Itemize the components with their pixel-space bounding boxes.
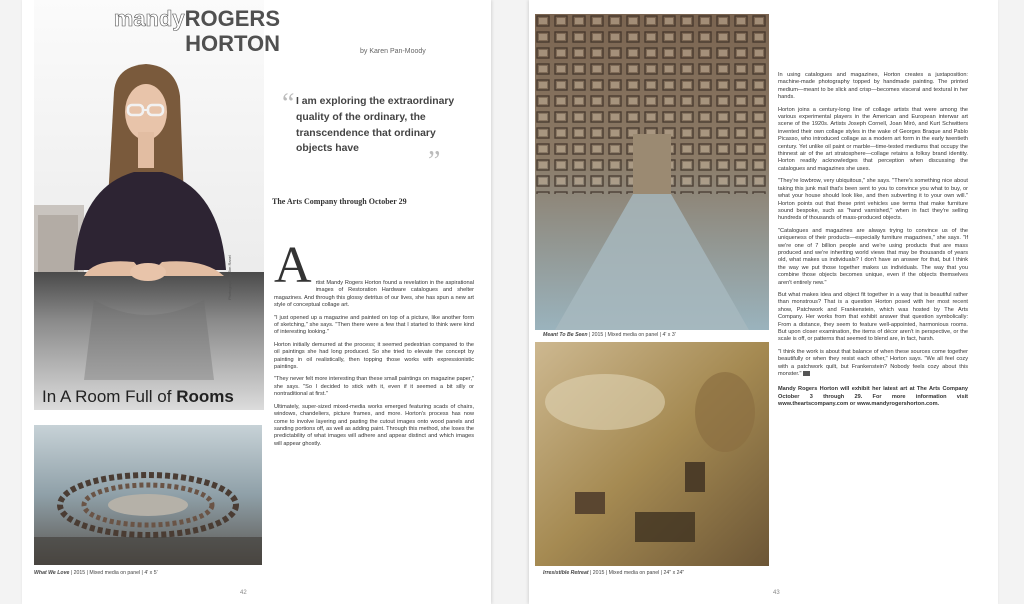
paragraph: "They're lowbrow, very ubiquitous," she says. "There's something nice about taking this junk mail that's been sent to you to convince you what to buy, or what your house should look like, and then subverting it to your own will." Horton points out that these print vehicles use terms that make furniture sound bespoke, such as "hand varnished," when in fact they're selling hundreds of thousands of mass-produced objects. — [778, 178, 968, 222]
caption-meant-to-be-seen — [543, 332, 676, 338]
paragraph: "Catalogues and magazines are always trying to convince us of the uniqueness of their products—especially furniture magazines," she says. "If we're one of 7 billion people and we're using products that are mass produced and we're inheriting world views that may be thousands of years old, what makes us individuals? I don't have an answer for that, but I think the way we put those together makes us individuals. The way that you combine those objects becomes unique, even if the objects themselves aren't entirely new." — [778, 227, 968, 286]
close-quote-mark: ” — [428, 146, 441, 177]
caption-details: | 2015 | Mixed media on panel | 4' x 3' — [587, 332, 676, 338]
paragraph: "They never felt more interesting than these small paintings on magazine paper," she says. "So I decided to stick with it, even if it seemed a bit silly or nontraditional at first." — [274, 376, 474, 398]
artwork-irresistible-retreat — [535, 342, 769, 566]
body-column-left — [274, 237, 474, 453]
caption-title: What We Love — [34, 570, 70, 576]
title-last-name: HORTON — [185, 31, 280, 56]
caption-what-we-love — [34, 570, 158, 576]
caption-title: Meant To Be Seen — [543, 332, 588, 338]
caption-details: | 2015 | Mixed media on panel | 4' x 5' — [69, 570, 158, 576]
paragraph: But what makes idea and object fit together in a way that is beautiful rather than monstrous? That is a question Horton posed with her most recent show, Patchwork and Frankenstein, which was hosted by The Arts Company. Her works from that exhibit answer that question symbolically: From a distance, they seem to feature well-appointed, harmonious rooms. But upon closer examination, the items of décor aren't in perspective, or the scale is off, or patterns that seemed to blend are, in fact, harsh. — [778, 291, 968, 343]
paragraph: Horton initially demurred at the process; it seemed pedestrian compared to the oil paintings she had long produced. So she tried to elevate the concept by painting in oil realistically, then topping those works with expressionistic paintings. — [274, 341, 474, 371]
pull-quote: I am exploring the extraordinary quality of the ordinary, the transcendence that ordinary objects have — [296, 96, 455, 155]
paragraph: Ultimately, super-sized mixed-media works emerged featuring scads of chairs, windows, chandeliers, picture frames, and more. Horton's process has now come to involve layering and pasting the cutout images onto wood panels and sanding portions off, as well as adding paint. Through this method, she loses the predictability of what images will adhere and appear distinct and which images will appear ghostly. — [274, 403, 474, 447]
artist-portrait-photo — [34, 0, 264, 410]
article-headline — [42, 387, 234, 407]
paragraph: "I just opened up a magazine and painted on top of a picture, like another form of sketching," she says. "Then there were a few that I started to think were kind of interesting looking." — [274, 314, 474, 336]
byline: by Karen Pan-Moody — [360, 48, 426, 55]
left-page — [22, 0, 491, 604]
paragraph — [778, 349, 968, 379]
caption-title: Irresistible Retreat — [543, 570, 589, 576]
paragraph-text: "I think the work is about that balance of when these sources come together beautifully or when they resist each other," Horton says. "We all feel cozy with a patchwork quilt, but Frankenstein? Nobody feels cozy about this monster." — [778, 348, 968, 378]
pull-quote-block — [282, 88, 462, 177]
drop-cap: A — [274, 237, 312, 294]
photo-credit: Photograph by Jim Ranel — [227, 255, 232, 300]
venue-line: The Arts Company through October 29 — [272, 197, 407, 206]
exhibit-note: Mandy Rogers Horton will exhibit her latest art at The Arts Company October 3 through 29. For more information visit www.theartscompany.com or www.mandyrogershorton.com. — [778, 386, 968, 408]
right-page — [529, 0, 998, 604]
paragraph: rtist Mandy Rogers Horton found a revelation in the aspirational images of Restoration Hardware catalogues and shelter magazines. And through this glossy detritus of our lives, she has spun a new art style of conceptual collage art. — [274, 280, 474, 309]
page-number: 43 — [773, 590, 780, 596]
page-number: 42 — [240, 590, 247, 596]
artwork-meant-to-be-seen — [535, 14, 769, 330]
title-first-name: mandy — [113, 6, 185, 31]
artwork-what-we-love — [34, 425, 262, 565]
caption-irresistible-retreat — [543, 570, 684, 576]
headline-part2: Rooms — [176, 387, 234, 406]
headline-part1: In A Room Full of — [42, 387, 177, 406]
paragraph: In using catalogues and magazines, Horton creates a juxtaposition: machine-made photography topped by handmade painting. The printed medium—meant to be slick and crisp—becomes visceral and textural in her hands. — [778, 72, 968, 101]
body-column-right — [778, 72, 968, 414]
end-mark-icon — [803, 371, 810, 376]
title-middle-name: ROGERS — [184, 6, 280, 31]
caption-details: | 2015 | Mixed media on panel | 24" x 24" — [588, 570, 685, 576]
open-quote-mark: “ — [282, 88, 295, 119]
article-title — [40, 8, 280, 58]
paragraph: Horton joins a century-long line of collage artists that were among the various experimental players in the American and European interwar art scene of the 1920s. Artists Joseph Cornell, Joan Miró, and Kurt Schwitters invented their own collage styles in the wake of Georges Braque and Pablo Picasso, who introduced collage as a modern art form in the early twentieth century. Yet unlike oil paint or marble—time-tested mediums that occupy the thinnest air of the art stratosphere—collage retains a folksy brand identity. Horton readily acknowledges that perception when discussing the catalogues and magazines she uses. — [778, 106, 968, 172]
